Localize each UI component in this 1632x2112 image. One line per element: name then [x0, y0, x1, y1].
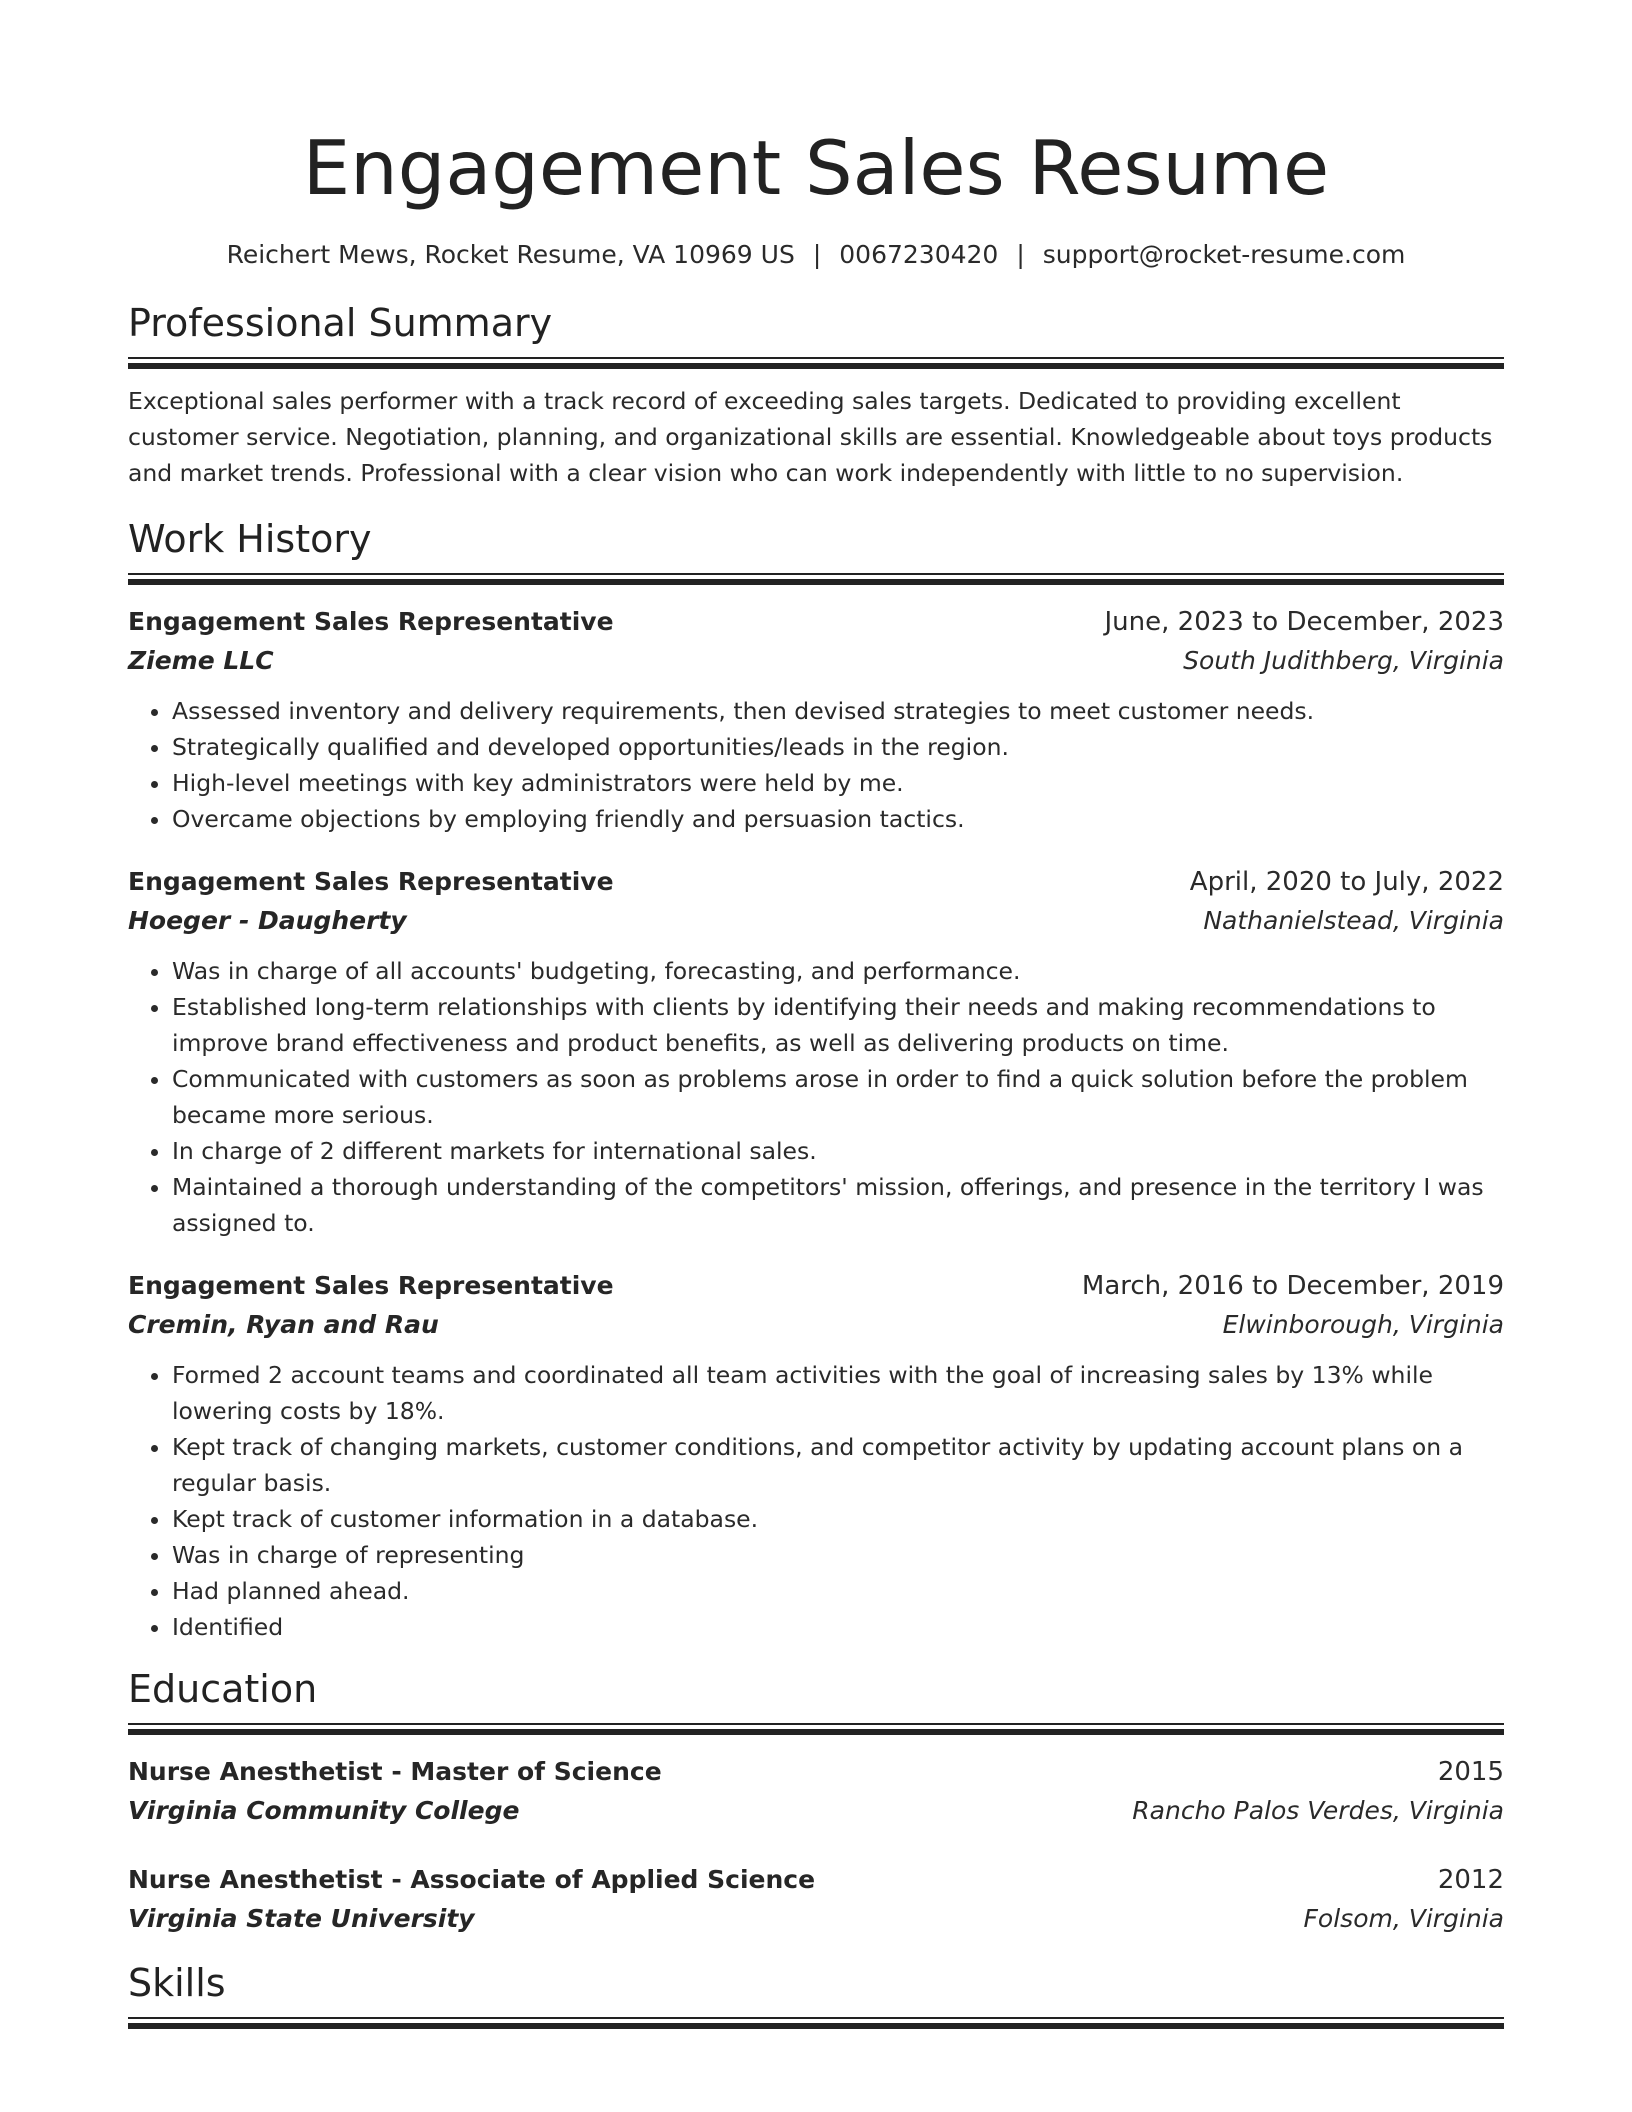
education-year: 2012 — [1437, 1865, 1504, 1895]
job-location: Nathanielstead, Virginia — [1203, 906, 1504, 935]
list-item: • Kept track of customer information in a database. — [172, 1501, 1504, 1537]
list-item: • Was in charge of all accounts' budgeting, forecasting, and performance. — [172, 953, 1504, 989]
section-heading-skills: Skills — [128, 1961, 226, 2005]
job-bullets — [128, 953, 1504, 1241]
education-section — [128, 1665, 1504, 1939]
list-item: • Was in charge of representing — [172, 1537, 1504, 1573]
list-item: • High-level meetings with key administrators were held by me. — [172, 765, 1504, 801]
list-item: • In charge of 2 different markets for international sales. — [172, 1133, 1504, 1169]
list-item: • Had planned ahead. — [172, 1573, 1504, 1609]
job-title: Engagement Sales Representative — [128, 1271, 614, 1300]
education-degree: Nurse Anesthetist - Associate of Applied Science — [128, 1865, 816, 1894]
skills-section — [128, 1959, 1504, 2029]
education-location: Rancho Palos Verdes, Virginia — [1132, 1796, 1504, 1825]
list-item: • Overcame objections by employing friendly and persuasion tactics. — [172, 801, 1504, 837]
contact-address: Reichert Mews, Rocket Resume, VA 10969 US — [226, 240, 795, 269]
job-company: Zieme LLC — [128, 646, 274, 675]
section-heading-work-history: Work History — [128, 517, 372, 561]
job-location: South Judithberg, Virginia — [1183, 646, 1504, 675]
section-divider — [128, 573, 1504, 585]
section-divider — [128, 2017, 1504, 2029]
list-item: • Established long-term relationships with clients by identifying their needs and making recommendations to improve brand effectiveness and product benefits, as well as delivering products on time. — [172, 989, 1504, 1061]
education-entry — [128, 1861, 1504, 1939]
contact-line — [128, 239, 1504, 271]
contact-email: support@rocket-resume.com — [1042, 240, 1406, 269]
section-divider — [128, 357, 1504, 369]
job-title: Engagement Sales Representative — [128, 607, 614, 636]
job-dates: March, 2016 to December, 2019 — [1081, 1271, 1504, 1301]
job-entry — [128, 603, 1504, 837]
list-item: • Assessed inventory and delivery requirements, then devised strategies to meet customer needs. — [172, 693, 1504, 729]
section-heading-summary: Professional Summary — [128, 301, 553, 345]
contact-separator: | — [812, 240, 822, 269]
job-bullets — [128, 1357, 1504, 1645]
work-history-section — [128, 515, 1504, 1645]
education-entry — [128, 1753, 1504, 1831]
education-degree: Nurse Anesthetist - Master of Science — [128, 1757, 662, 1786]
summary-text: Exceptional sales performer with a track record of exceeding sales targets. Dedicated to providing excellent customer service. Negotiation, planning, and organizational skills are essential. Knowledgeable about toys products and market trends. Professional with a clear vision who can work independently with little to no supervision. — [128, 387, 1493, 487]
section-divider — [128, 1723, 1504, 1735]
job-title: Engagement Sales Representative — [128, 867, 614, 896]
job-company: Cremin, Ryan and Rau — [128, 1310, 439, 1339]
list-item: • Kept track of changing markets, customer conditions, and competitor activity by updating account plans on a regular basis. — [172, 1429, 1504, 1501]
resume-title: Engagement Sales Resume — [302, 124, 1330, 212]
job-dates: June, 2023 to December, 2023 — [1104, 607, 1504, 637]
education-school: Virginia State University — [128, 1904, 475, 1933]
job-location: Elwinborough, Virginia — [1222, 1310, 1504, 1339]
education-school: Virginia Community College — [128, 1796, 520, 1825]
education-location: Folsom, Virginia — [1303, 1904, 1504, 1933]
job-entry — [128, 1267, 1504, 1645]
education-year: 2015 — [1437, 1757, 1504, 1787]
contact-phone: 0067230420 — [839, 240, 999, 269]
list-item: • Strategically qualified and developed opportunities/leads in the region. — [172, 729, 1504, 765]
job-entry — [128, 863, 1504, 1241]
section-heading-education: Education — [128, 1667, 318, 1711]
resume-page — [128, 118, 1504, 2029]
job-bullets — [128, 693, 1504, 837]
summary-section — [128, 299, 1504, 491]
contact-separator: | — [1016, 240, 1025, 269]
list-item: • Communicated with customers as soon as problems arose in order to find a quick solution before the problem became more serious. — [172, 1061, 1504, 1133]
list-item: • Maintained a thorough understanding of the competitors' mission, offerings, and presence in the territory I was assigned to. — [172, 1169, 1504, 1241]
job-company: Hoeger - Daugherty — [128, 906, 407, 935]
job-dates: April, 2020 to July, 2022 — [1189, 867, 1504, 897]
list-item: • Identified — [172, 1609, 1504, 1645]
list-item: • Formed 2 account teams and coordinated all team activities with the goal of increasing sales by 13% while lowering costs by 18%. — [172, 1357, 1504, 1429]
